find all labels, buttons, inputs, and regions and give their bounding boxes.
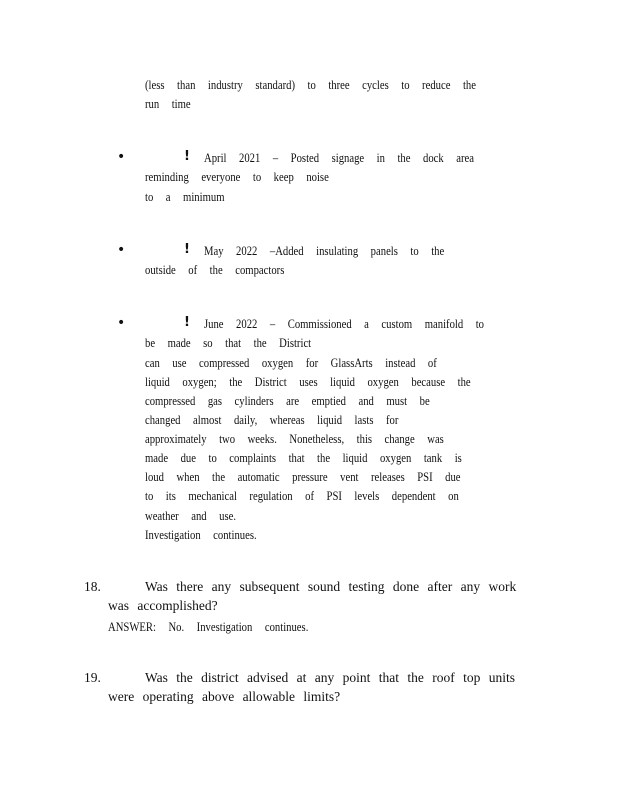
bullet-text-line: weather and use. [145, 508, 237, 523]
bullet-text-line: reminding everyone to keep noise [145, 169, 329, 184]
bullet-marker: • [117, 315, 126, 331]
bullet-text-line: liquid oxygen; the District uses liquid oxygen because the [145, 374, 471, 389]
bullet-text-line: Investigation continues. [145, 527, 257, 542]
bullet-text-line: changed almost daily, whereas liquid lasts for [145, 412, 399, 427]
bullet-text-line: May 2022 –Added insulating panels to the [204, 243, 445, 258]
question-number: 19. [84, 670, 101, 685]
question-text-line: was accomplished? [108, 598, 218, 613]
bullet-text-line: can use compressed oxygen for GlassArts instead of [145, 355, 437, 370]
exclamation-icon: ! [184, 149, 190, 164]
exclamation-icon: ! [184, 315, 190, 330]
question-text-line: Was the district advised at any point that the roof top units [145, 670, 515, 685]
intro-line: run time [145, 96, 191, 111]
bullet-text-line: to a minimum [145, 189, 225, 204]
bullet-marker: • [117, 242, 126, 258]
question-number: 18. [84, 579, 101, 594]
bullet-text-line: compressed gas cylinders are emptied and must be [145, 393, 430, 408]
bullet-text-line: June 2022 – Commissioned a custom manifold to [204, 316, 485, 331]
exclamation-icon: ! [184, 242, 190, 257]
bullet-text-line: approximately two weeks. Nonetheless, this change was [145, 431, 444, 446]
bullet-marker: • [117, 149, 126, 165]
bullet-text-line: made due to complaints that the liquid oxygen tank is [145, 450, 462, 465]
bullet-text-line: to its mechanical regulation of PSI levels dependent on [145, 488, 459, 503]
question-text-line: were operating above allowable limits? [108, 689, 341, 704]
bullet-text-line: outside of the compactors [145, 262, 285, 277]
bullet-text-line: April 2021 – Posted signage in the dock area [204, 150, 474, 165]
intro-line: (less than industry standard) to three cycles to reduce the [145, 77, 476, 92]
answer-line: ANSWER: No. Investigation continues. [108, 619, 309, 634]
question-text-line: Was there any subsequent sound testing done after any work [145, 579, 517, 594]
bullet-text-line: be made so that the District [145, 335, 312, 350]
bullet-text-line: loud when the automatic pressure vent releases PSI due [145, 469, 461, 484]
